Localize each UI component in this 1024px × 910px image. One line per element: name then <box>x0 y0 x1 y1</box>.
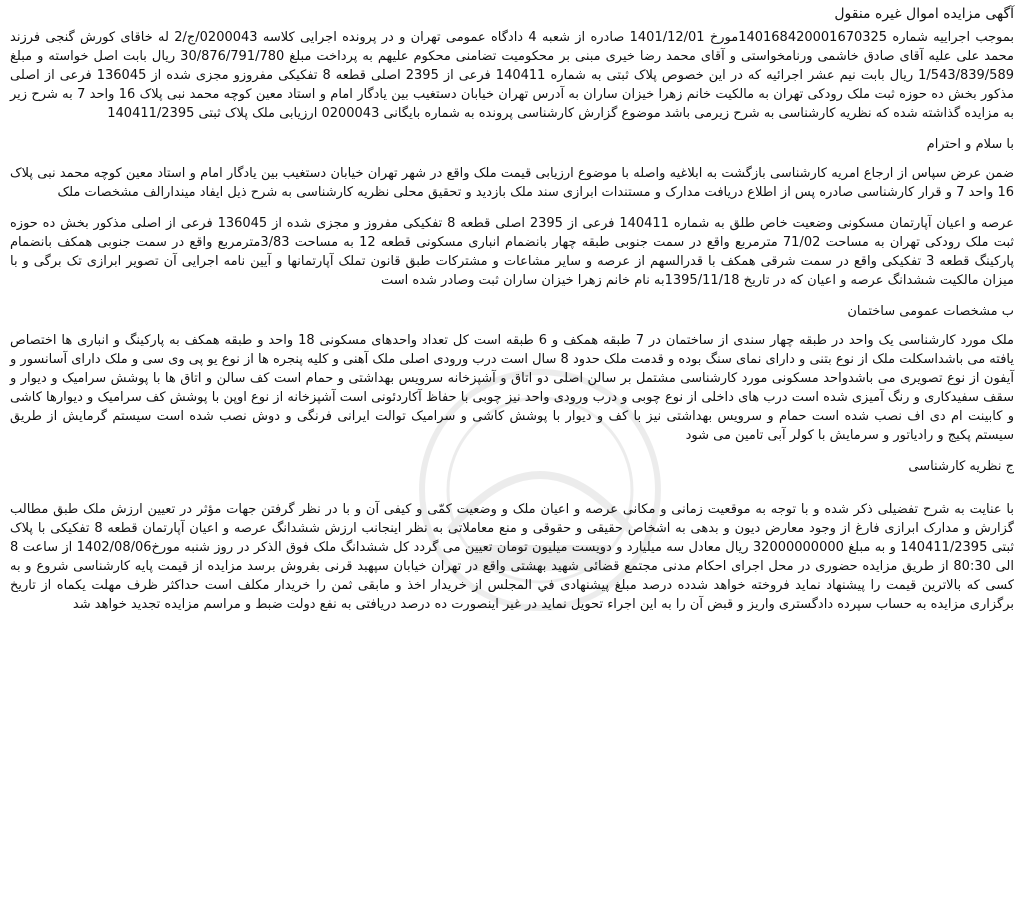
greeting-line: با سلام و احترام <box>926 137 1014 152</box>
document-title: آگهی مزایده اموال غیره منقول <box>834 6 1014 22</box>
spacer <box>10 486 1014 500</box>
auction-notice-document <box>10 6 1014 904</box>
property-details-paragraph: عرصه و اعیان آپارتمان مسکونی وضعیت خاص طلق به شماره 140411 فرعی از 2395 اصلی قطعه 8 تفکیکی مفروز و مجزی شده از 136045 فرعی از اصلی مذکور بخش ده حوزه ثبت ملک رودکی تهران به مساحت 71/02 مترمربع واقع در سمت جنوبی طبقه چهار بانضمام انباری مسکونی قطعه 12 به مساحت 3/83مترمربع واقع در سمت جنوبی همکف بانضمام پارکینگ قطعه 3 تفکیکی واقع در سمت شرقی همکف با قدرالسهم از عرصه و سایر مشاعات و مشترکات طبق قانون تملک آپارتمانها و آیین نامه اجرایی آن تصویر ابرازی تک برگی و با میزان مالکیت ششدانگ عرصه و اعیان که در تاریخ 1395/11/18به نام خانم زهرا خیزان ساران ثبت وصادر شده است <box>10 216 1015 288</box>
expert-opinion-paragraph: با عنایت به شرح تفضیلی ذکر شده و با توجه به موقعیت زمانی و مکانی عرصه و اعیان ملک و وضعیت کمّی و کیفی آن و با در نظر گرفتن جهات مؤثر در تعیین ارزش ملک طبق مطالب گزارش و مدارک ابرازی فارغ از وجود معارض دیون و بدهی به اشخاص حقیقی و حقوقی و منع معاملاتی به نظر اینجانب ارزش ششدانگ عرصه و اعیان آپارتمان قطعه 8 تفکیکی با پلاک ثبتی 140411/2395 و به مبلغ 32000000000 ریال معادل سه میلیارد و دویست میلیون تومان تعیین می گردد کل ششدانگ ملک فوق الذکر در روز شنبه مورخ1402/08/06 از ساعت 8 الی 80:30 از طریق مزایده حضوری در محل اجرای احکام مدنی مجتمع قضائی شهید بهشتی واقع در تهران خیابان سپهبد قرنی بفروش برسد مزایده از قیمت پایه کارشناسی شروع و به کسی که بالاترین قیمت را پیشنهاد نماید فروخته خواهد شدده درصد مبلغ پیشنهادی في المجلس از خریدار اخذ و مابقی ثمن را خریدار مکلف است حداکثر ظرف مهلت یکماه از تاریخ برگزاری مزایده به حساب سپرده دادگستری واریز و قبض آن را به این اجراء تحویل نماید در غیر اینصورت ده درصد دریافتی به نفع دولت ضبط و مراسم مزایده تجدید خواهد شد <box>10 502 1015 612</box>
intro-paragraph: بموجب اجراییه شماره 140168420001670325مورخ 1401/12/01 صادره از شعبه 4 دادگاه عمومی تهران و در پرونده اجرایی کلاسه 0200043/ج/2 له خاقای کورش گنجی فرزند محمد علی علیه آقای صادق خاشمی ورنامخواستی و آقای محمد رضا خیری مبنی بر محکومیت تضامنی محکوم علیهم به پرداخت مبلغ 30/876/791/780 ریال بابت اصل خواسته و مبلغ 1/543/839/589 ریال بابت نیم عشر اجرائیه که در این خصوص پلاک ثبتی به شماره 140411 فرعی از 2395 اصلی قطعه 8 تفکیکی مفروزو مجزی شده از 136045 فرعی از اصلی مذکور بخش ده حوزه ثبت ملک رودکی تهران به مالکیت خانم زهرا خیزان ساران به آدرس تهران خیابان دستغیب بین یادگار امام و استاد معین کوچه محمد نبی پلاک 16 واحد 7 به شرح زیر به مزایده گذاشته شده که نظریه کارشناسی به شرح زیرمی باشد موضوع گزارش کارشناسی پرونده به شماره بایگانی 0200043 ارزیابی ملک پلاک ثبتی 140411/2395 <box>10 30 1015 121</box>
assessment-paragraph: ضمن عرض سپاس از ارجاع امریه کارشناسی بازگشت به ابلاغیه واصله با موضوع ارزیابی قیمت ملک واقع در شهر تهران خیابان دستغیب بین یادگار امام و استاد معین کوچه محمد نبی پلاک 16 واحد 7 و قرار کارشناسی صادره پس از اطلاع دریافت مدارک و مستندات ابرازی سند ملک بازدید و تحقیق محلی نظریه کارشناسی به شرح ذیل ایفاد میندارالف مشخصات ملک <box>10 166 1014 200</box>
building-details-paragraph: ملک مورد کارشناسی یک واحد در طبقه چهار سندی از ساختمان در 7 طبقه همکف و 6 طبقه است کل تعداد واحدهای مسکونی 18 واحد و طبقه همکف به پارکینگ و انباری ها اختصاص یافته می باشداسکلت ملک از نوع بتنی و دارای نمای سنگ بوده و قدمت ملک حدود 8 سال است درب ورودی اصلی ملک آهنی و کلیه پنجره ها از نوع یو پی وی سی و ملک دارای آسانسور و آیفون از نوع تصویری می باشدواحد مسکونی مورد کارشناسی مشتمل بر سالن اصلی دو اتاق و آشپزخانه سرویس بهداشتی و حمام است کف سالن و اتاق ها با پوشش سرامیک و دیوار و سقف سفیدکاری و رنگ آمیزی شده است درب های داخلی از نوع چوبی و درب ورودی واحد نیز چوبی با حفاظ آکاردئونی است آشپزخانه از نوع اوپن با پوشش کف سرامیک و دیوارها کاشی و کابینت ام دی اف نصب شده است حمام و سرویس بهداشتی نیز با کف و دیوار با پوشش کاشی و سرامیک توالت ایرانی فرنگی و دوش نصب شده است سیستم گرمایش از طریق سیستم پکیج و رادیاتور و سرمایش با کولر آبی تامین می شود <box>10 333 1014 443</box>
section-b-heading: ب مشخصات عمومی ساختمان <box>847 304 1014 319</box>
section-c-heading: ج نظریه کارشناسی <box>908 459 1014 474</box>
